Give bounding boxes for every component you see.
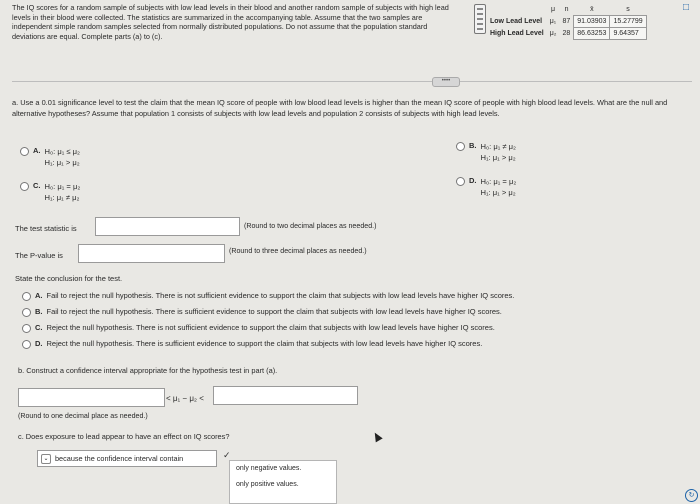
ci-lower-input[interactable] — [18, 388, 165, 407]
ci-note: (Round to one decimal place as needed.) — [18, 412, 148, 420]
h1-text: H₁: μ₁ > μ₂ — [44, 158, 80, 167]
radio-button[interactable] — [22, 292, 31, 301]
chevron-down-icon: ⌄ — [41, 454, 51, 464]
problem-intro: The IQ scores for a random sample of subjects with low lead levels in their blood and another random sample of subjects with high lead levels in their blood were collected. The statistics are summarized in the accompanying table. Assume that the two samples are independent simple random samples selected from normally distributed populations. Do not assume that the population standard deviations are equal. Complete parts (a) to (c). — [12, 3, 449, 41]
expand-icon[interactable]: □ — [683, 2, 690, 13]
mouse-cursor-icon — [371, 431, 382, 443]
conclusion-option-d[interactable]: D. Reject the null hypothesis. There is sufficient evidence to support the claim that subjects with low lead levels have higher IQ scores. — [22, 339, 482, 349]
radio-button[interactable] — [22, 340, 31, 349]
cell-mu: μ₁ — [549, 18, 557, 25]
part-c-dropdown[interactable] — [37, 450, 217, 467]
conclusion-label: State the conclusion for the test. — [15, 274, 123, 283]
stats-table — [487, 4, 647, 40]
section-divider — [12, 81, 692, 82]
cell-xbar: 86.63253 — [574, 28, 610, 40]
data-table-icon[interactable] — [474, 4, 486, 34]
part-c-question: c. Does exposure to lead appear to have an effect on IQ scores? — [18, 432, 230, 441]
test-statistic-input[interactable] — [95, 217, 240, 236]
part-b-question: b. Construct a confidence interval appropriate for the hypothesis test in part (a). — [18, 366, 278, 375]
dropdown-suffix: because the confidence interval contain — [55, 454, 184, 463]
h1-text: H₁: μ₁ > μ₂ — [480, 153, 516, 162]
hypothesis-option-b[interactable]: B. H₀: μ₁ ≠ μ₂ H₁: μ₁ > μ₂ — [456, 141, 516, 163]
radio-button[interactable] — [22, 308, 31, 317]
h0-text: H₀: μ₁ ≠ μ₂ — [480, 142, 517, 151]
radio-button[interactable] — [456, 177, 465, 186]
help-icon[interactable]: ↻ — [685, 489, 698, 502]
cell-s: 9.64357 — [610, 28, 646, 40]
part-a-question: a. Use a 0.01 significance level to test the claim that the mean IQ score of people with low blood lead levels is higher than the mean IQ score of people with high blood lead levels. What are the null and alternative hypotheses? Assume that population 1 consists of subjects with low lead levels and population 2 consists of subjects with high lead levels. — [12, 98, 668, 118]
menu-item[interactable]: only negative values. — [236, 465, 302, 472]
check-icon: ✓ — [223, 450, 231, 460]
cell-s: 15.27799 — [610, 16, 646, 28]
cell-n: 28 — [562, 30, 571, 37]
row-label: High Lead Level — [490, 30, 544, 37]
pvalue-label: The P-value is — [15, 251, 63, 260]
col-mu: μ — [551, 6, 556, 14]
h0-text: H₀: μ₁ ≤ μ₂ — [44, 147, 81, 156]
cell-xbar: 91.03903 — [574, 16, 610, 28]
h0-text: H₀: μ₁ = μ₂ — [44, 182, 81, 191]
conclusion-option-a[interactable]: A. Fail to reject the null hypothesis. There is not sufficient evidence to support the claim that subjects with low lead levels have higher IQ scores. — [22, 291, 514, 301]
col-xbar: x̄ — [590, 6, 594, 13]
radio-button[interactable] — [20, 182, 29, 191]
ci-middle-text: < μ₁ − μ₂ < — [166, 394, 204, 403]
h1-text: H₁: μ₁ > μ₂ — [480, 188, 516, 197]
cell-mu: μ₂ — [549, 30, 557, 37]
table-row — [487, 16, 646, 28]
conclusion-option-c[interactable]: C. Reject the null hypothesis. There is not sufficient evidence to support the claim that subjects with low lead levels have higher IQ scores. — [22, 323, 495, 333]
cell-n: 87 — [562, 18, 571, 25]
ci-upper-input[interactable] — [213, 386, 358, 405]
table-row — [487, 28, 646, 40]
h0-text: H₀: μ₁ = μ₂ — [480, 177, 517, 186]
menu-item[interactable]: only positive values. — [236, 481, 299, 488]
radio-button[interactable] — [20, 147, 29, 156]
dropdown-menu — [229, 460, 337, 504]
radio-button[interactable] — [22, 324, 31, 333]
more-dots-icon[interactable]: •••• — [432, 77, 460, 87]
h1-text: H₁: μ₁ ≠ μ₂ — [44, 193, 80, 202]
conclusion-option-b[interactable]: B. Fail to reject the null hypothesis. There is sufficient evidence to support the claim that subjects with low lead levels have higher IQ scores. — [22, 307, 502, 317]
test-statistic-note: (Round to two decimal places as needed.) — [244, 222, 377, 230]
test-statistic-label: The test statistic is — [15, 224, 77, 233]
col-n: n — [564, 6, 569, 14]
hypothesis-option-a[interactable]: A. H₀: μ₁ ≤ μ₂ H₁: μ₁ > μ₂ — [20, 146, 80, 168]
radio-button[interactable] — [456, 142, 465, 151]
col-s: s — [626, 6, 630, 13]
row-label: Low Lead Level — [490, 18, 543, 25]
pvalue-input[interactable] — [78, 244, 225, 263]
hypothesis-option-c[interactable]: C. H₀: μ₁ = μ₂ H₁: μ₁ ≠ μ₂ — [20, 181, 80, 203]
pvalue-note: (Round to three decimal places as needed.) — [229, 247, 367, 255]
hypothesis-option-d[interactable]: D. H₀: μ₁ = μ₂ H₁: μ₁ > μ₂ — [456, 176, 516, 198]
